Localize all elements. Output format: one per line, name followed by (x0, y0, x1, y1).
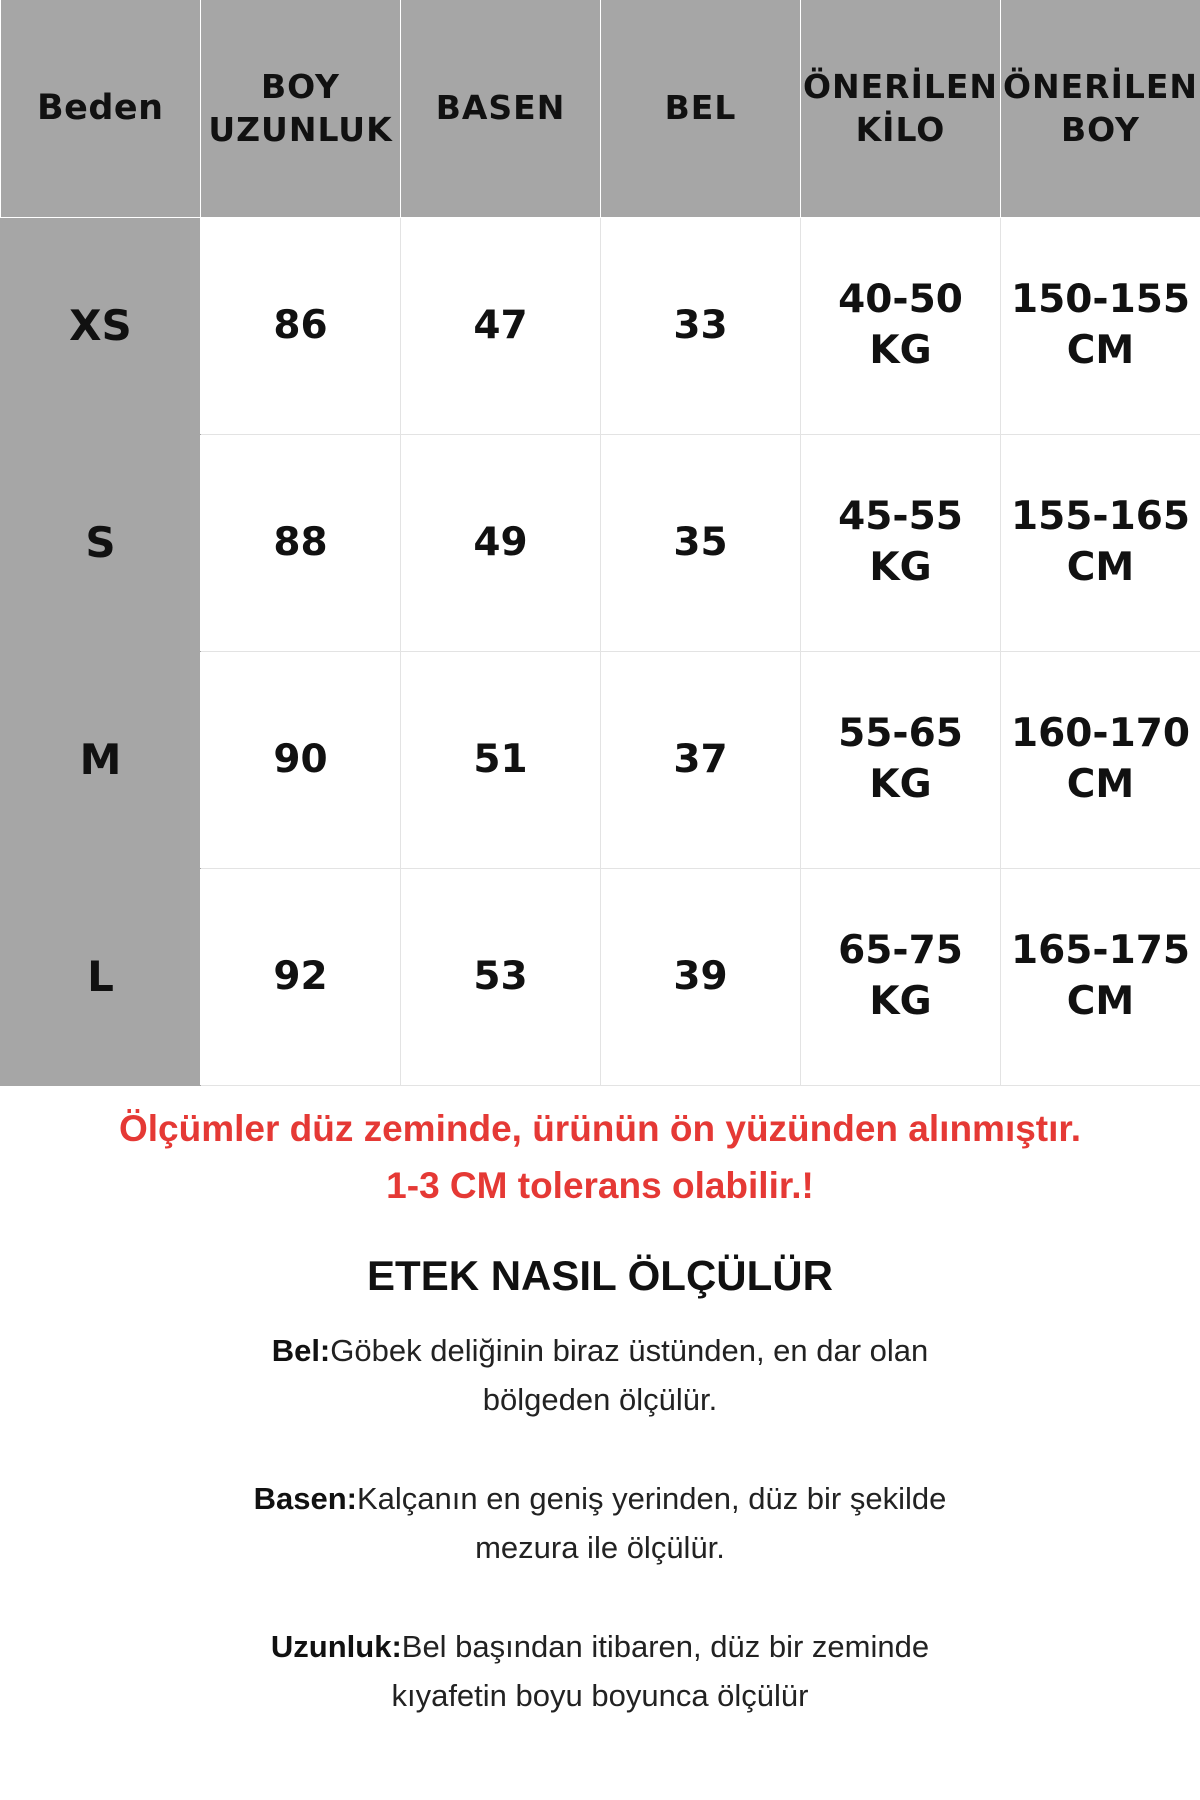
bel-value: 39 (601, 869, 801, 1086)
onerilen-boy-value: 160-170 CM (1001, 652, 1200, 869)
header-row (1, 0, 1200, 218)
bel-value: 37 (601, 652, 801, 869)
instruction-term: Basen: (253, 1481, 357, 1516)
size-chart-header (1, 0, 1200, 218)
onerilen-boy-value: 155-165 CM (1001, 435, 1200, 652)
onerilen-kilo-value: 55-65 KG (801, 652, 1001, 869)
basen-value: 51 (401, 652, 601, 869)
size-chart-body (1, 218, 1200, 1086)
boy-uzunluk-value: 92 (201, 869, 401, 1086)
header-bel: BEL (601, 0, 801, 218)
onerilen-boy-value: 165-175 CM (1001, 869, 1200, 1086)
table-row (1, 435, 1200, 652)
bel-value: 33 (601, 218, 801, 435)
instruction-basen (220, 1474, 980, 1572)
basen-value: 53 (401, 869, 601, 1086)
basen-value: 47 (401, 218, 601, 435)
onerilen-kilo-value: 65-75 KG (801, 869, 1001, 1086)
onerilen-kilo-value: 40-50 KG (801, 218, 1001, 435)
header-onerilen-kilo: ÖNERİLEN KİLO (801, 0, 1001, 218)
table-row (1, 652, 1200, 869)
how-to-measure-title: ETEK NASIL ÖLÇÜLÜR (367, 1252, 833, 1299)
instruction-text: Kalçanın en geniş yerinden, düz bir şekilde mezura ile ölçülür. (357, 1481, 947, 1565)
instruction-text: Göbek deliğinin biraz üstünden, en dar olan bölgeden ölçülür. (330, 1333, 929, 1417)
tolerance-warning-line-2: 1-3 CM tolerans olabilir.! (386, 1165, 814, 1206)
tolerance-warning-line-1: Ölçümler düz zeminde, ürünün ön yüzünden alınmıştır. (118, 1108, 1082, 1149)
instruction-term: Bel: (271, 1333, 331, 1368)
boy-uzunluk-value: 88 (201, 435, 401, 652)
bel-value: 35 (601, 435, 801, 652)
header-basen: BASEN (401, 0, 601, 218)
size-label: M (1, 652, 201, 869)
size-label: L (1, 869, 201, 1086)
header-onerilen-boy: ÖNERİLEN BOY (1001, 0, 1200, 218)
instruction-term: Uzunluk: (270, 1629, 402, 1664)
measurement-notes (0, 1100, 1200, 1770)
instruction-text: Bel başından itibaren, düz bir zeminde kıyafetin boyu boyunca ölçülür (391, 1629, 930, 1713)
table-row (1, 869, 1200, 1086)
onerilen-kilo-value: 45-55 KG (801, 435, 1001, 652)
boy-uzunluk-value: 86 (201, 218, 401, 435)
instruction-bel (220, 1326, 980, 1424)
basen-value: 49 (401, 435, 601, 652)
size-label: XS (1, 218, 201, 435)
instruction-uzunluk (220, 1622, 980, 1720)
size-label: S (1, 435, 201, 652)
header-beden: Beden (1, 0, 201, 218)
boy-uzunluk-value: 90 (201, 652, 401, 869)
table-row (1, 218, 1200, 435)
onerilen-boy-value: 150-155 CM (1001, 218, 1200, 435)
header-boy-uzunluk: BOY UZUNLUK (201, 0, 401, 218)
